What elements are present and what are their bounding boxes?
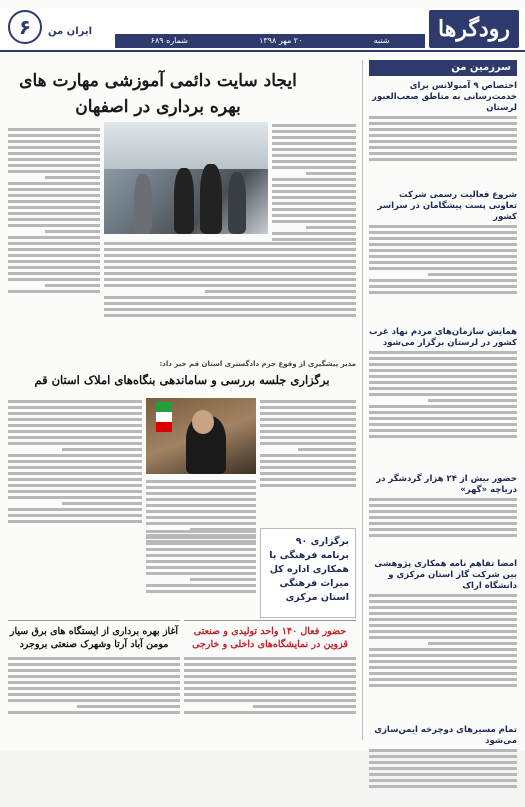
text-line <box>8 687 180 690</box>
text-line <box>190 578 256 581</box>
text-line <box>272 160 356 163</box>
text-line <box>272 136 356 139</box>
text-line <box>272 220 356 223</box>
text-line <box>369 357 517 360</box>
text-line <box>369 255 517 258</box>
text-line <box>8 140 100 143</box>
text-line <box>369 767 517 770</box>
text-line <box>369 387 517 390</box>
text-line <box>104 308 356 311</box>
text-line <box>8 657 180 660</box>
bottom-mid-story <box>184 620 356 730</box>
text-line <box>369 423 517 426</box>
news-title-2[interactable]: شروع فعالیت رسمی شرکت تعاونی پست پیشگامان در سراسر کشور <box>377 190 517 222</box>
text-line <box>8 430 142 433</box>
news-title-5[interactable]: امضا تفاهم نامه همکاری پژوهشی بین شرکت گاز استان مرکزی و دانشگاه اراک <box>374 559 517 591</box>
text-line <box>45 176 100 179</box>
text-line <box>260 430 356 433</box>
news-body-6 <box>369 747 517 807</box>
text-line <box>104 284 356 287</box>
text-line <box>8 442 142 445</box>
text-line <box>8 699 180 702</box>
text-line <box>77 705 180 708</box>
text-line <box>369 636 517 639</box>
text-line <box>428 273 517 276</box>
text-line <box>369 116 517 119</box>
text-line <box>62 502 142 505</box>
lead-photo <box>104 122 268 234</box>
text-line <box>8 711 180 714</box>
text-line <box>369 381 517 384</box>
date-label: ۲۰ مهر ۱۳۹۸ <box>259 36 303 45</box>
text-line <box>369 660 517 663</box>
text-line <box>369 630 517 633</box>
text-line <box>369 128 517 131</box>
text-line <box>306 172 356 175</box>
text-line <box>8 272 100 275</box>
text-line <box>369 594 517 597</box>
text-line <box>369 749 517 752</box>
text-line <box>8 418 142 421</box>
text-line <box>369 498 517 501</box>
text-line <box>260 400 356 403</box>
text-line <box>8 412 142 415</box>
text-line <box>369 435 517 438</box>
text-line <box>146 548 256 551</box>
text-line <box>369 528 517 531</box>
text-line <box>369 261 517 264</box>
text-line <box>306 226 356 229</box>
text-line <box>146 492 256 495</box>
text-line <box>369 375 517 378</box>
section-label: ایران من <box>48 26 93 37</box>
text-line <box>8 669 180 672</box>
text-line <box>8 472 142 475</box>
text-line <box>146 486 256 489</box>
text-line <box>369 267 517 270</box>
text-line <box>8 496 142 499</box>
text-line <box>369 600 517 603</box>
text-line <box>369 648 517 651</box>
text-line <box>369 666 517 669</box>
bottom-mid-body <box>184 655 356 735</box>
text-line <box>369 761 517 764</box>
text-line <box>8 466 142 469</box>
text-line <box>146 584 256 587</box>
text-line <box>8 693 180 696</box>
text-line <box>146 572 256 575</box>
text-line <box>8 212 100 215</box>
second-headline[interactable]: برگزاری جلسه بررسی و ساماندهی بنگاه‌های املاک استان قم <box>34 373 330 387</box>
text-line <box>369 417 517 420</box>
text-line <box>369 779 517 782</box>
text-line <box>8 454 142 457</box>
second-photo <box>146 398 256 474</box>
text-line <box>369 612 517 615</box>
text-line <box>8 218 100 221</box>
text-line <box>369 654 517 657</box>
newspaper-logo[interactable]: رودگرها <box>429 10 519 48</box>
person-figure <box>134 174 152 234</box>
text-line <box>369 122 517 125</box>
text-line <box>369 684 517 687</box>
text-line <box>8 170 100 173</box>
text-line <box>272 214 356 217</box>
text-line <box>272 232 356 235</box>
text-line <box>62 448 142 451</box>
text-line <box>369 146 517 149</box>
text-line <box>146 554 256 557</box>
text-line <box>369 285 517 288</box>
text-line <box>369 225 517 228</box>
text-line <box>272 166 356 169</box>
text-line <box>369 429 517 432</box>
text-line <box>369 279 517 282</box>
text-line <box>184 669 356 672</box>
text-line <box>369 755 517 758</box>
text-line <box>8 260 100 263</box>
text-line <box>184 657 356 660</box>
date-bar <box>115 34 425 48</box>
text-line <box>260 460 356 463</box>
lead-body-lower <box>104 240 356 350</box>
news-body-1 <box>369 114 517 182</box>
text-line <box>184 699 356 702</box>
text-line <box>369 249 517 252</box>
person-figure <box>228 172 246 234</box>
bottom-mid-headline[interactable]: حضور فعال ۱۴۰ واحد تولیدی و صنعتی قزوین در نمایشگاه‌های داخلی و خارجی <box>192 626 348 650</box>
text-line <box>8 266 100 269</box>
text-line <box>8 152 100 155</box>
text-line <box>8 424 142 427</box>
lead-body-left <box>8 126 100 356</box>
text-line <box>272 190 356 193</box>
text-line <box>369 405 517 408</box>
text-line <box>8 128 100 131</box>
text-line <box>104 272 356 275</box>
text-line <box>8 436 142 439</box>
text-line <box>260 484 356 487</box>
text-line <box>369 134 517 137</box>
text-line <box>260 418 356 421</box>
second-body-left <box>8 398 142 568</box>
text-line <box>45 284 100 287</box>
text-line <box>146 560 256 563</box>
text-line <box>272 202 356 205</box>
flag-shape <box>156 402 172 432</box>
bottom-left-headline[interactable]: آغاز بهره برداری از ایستگاه های برق سیار مومن آباد آرتا وشهرک صنعتی بروجرد <box>9 626 179 650</box>
text-line <box>146 522 256 525</box>
second-kicker: مدیر پیشگیری از وقوع جرم دادگستری استان قم خبر داد: <box>159 360 356 368</box>
text-line <box>8 478 142 481</box>
text-line <box>369 773 517 776</box>
news-title-6[interactable]: تمام مسیرهای دوچرخه ایمن‌سازی می‌شود <box>374 725 517 746</box>
text-line <box>146 504 256 507</box>
news-body-5 <box>369 592 517 720</box>
text-line <box>104 302 356 305</box>
text-line <box>369 510 517 513</box>
text-line <box>272 196 356 199</box>
text-line <box>369 411 517 414</box>
text-line <box>8 164 100 167</box>
text-line <box>369 237 517 240</box>
face-shape <box>192 410 214 434</box>
text-line <box>369 606 517 609</box>
text-line <box>272 178 356 181</box>
text-line <box>253 705 356 708</box>
text-line <box>104 296 356 299</box>
text-line <box>8 508 142 511</box>
text-line <box>146 566 256 569</box>
text-line <box>8 490 142 493</box>
text-line <box>104 278 356 281</box>
news-body-4 <box>369 496 517 554</box>
person-figure <box>174 168 194 234</box>
text-line <box>8 400 142 403</box>
text-line <box>369 516 517 519</box>
text-line <box>146 536 256 539</box>
text-line <box>146 516 256 519</box>
text-line <box>272 154 356 157</box>
text-line <box>104 314 356 317</box>
text-line <box>8 290 100 293</box>
bottom-left-body <box>8 655 180 735</box>
text-line <box>146 590 256 593</box>
text-line <box>8 242 100 245</box>
text-line <box>146 480 256 483</box>
text-line <box>8 188 100 191</box>
text-line <box>260 472 356 475</box>
text-line <box>260 406 356 409</box>
text-line <box>8 146 100 149</box>
text-line <box>8 484 142 487</box>
text-line <box>369 351 517 354</box>
text-line <box>184 675 356 678</box>
text-line <box>272 208 356 211</box>
second-body-right <box>260 398 356 524</box>
text-line <box>8 206 100 209</box>
lead-headline[interactable]: ایجاد سایت دائمی آموزشی مهارت های بهره برداری در اصفهان <box>19 71 297 117</box>
text-line <box>272 148 356 151</box>
text-line <box>260 478 356 481</box>
text-line <box>104 260 356 263</box>
text-line <box>8 278 100 281</box>
masthead <box>0 8 525 52</box>
text-line <box>8 254 100 257</box>
text-line <box>146 510 256 513</box>
text-line <box>8 681 180 684</box>
text-line <box>184 711 356 714</box>
bottom-left-story <box>8 620 180 730</box>
text-line <box>184 693 356 696</box>
text-line <box>428 642 517 645</box>
text-line <box>8 406 142 409</box>
text-line <box>8 248 100 251</box>
text-line <box>298 448 356 451</box>
text-line <box>104 248 356 251</box>
text-line <box>104 254 356 257</box>
text-line <box>8 224 100 227</box>
text-line <box>369 618 517 621</box>
text-line <box>272 142 356 145</box>
text-line <box>45 230 100 233</box>
text-line <box>369 158 517 161</box>
text-line <box>369 678 517 681</box>
text-line <box>369 363 517 366</box>
text-line <box>205 290 356 293</box>
text-line <box>104 266 356 269</box>
news-title-3[interactable]: همایش سازمان‌های مردم نهاد غرب کشور در لرستان برگزار می‌شود <box>369 327 517 348</box>
text-line <box>8 158 100 161</box>
day-label: شنبه <box>373 36 390 45</box>
text-line <box>8 182 100 185</box>
text-line <box>260 454 356 457</box>
text-line <box>8 663 180 666</box>
text-line <box>272 130 356 133</box>
text-line <box>272 184 356 187</box>
text-line <box>369 534 517 537</box>
boxed-body <box>146 528 256 618</box>
text-line <box>8 514 142 517</box>
text-line <box>8 200 100 203</box>
text-line <box>369 140 517 143</box>
tent-shape <box>104 122 268 169</box>
news-title-4[interactable]: حضور بیش از ۲۴ هزار گردشگر در دریاچه «گهر» <box>376 474 517 495</box>
issue-label: شماره ۶۸۹ <box>150 36 188 45</box>
text-line <box>369 785 517 788</box>
text-line <box>260 442 356 445</box>
text-line <box>260 424 356 427</box>
text-line <box>8 520 142 523</box>
text-line <box>369 231 517 234</box>
text-line <box>146 542 256 545</box>
text-line <box>369 291 517 294</box>
right-column <box>362 60 517 746</box>
boxed-headline[interactable]: برگزاری ۹۰ برنامه فرهنگی با همکاری اداره کل میراث فرهنگی استان مرکزی <box>269 536 349 603</box>
text-line <box>8 134 100 137</box>
text-line <box>369 369 517 372</box>
boxed-story <box>260 528 356 618</box>
text-line <box>272 124 356 127</box>
text-line <box>146 498 256 501</box>
right-column-header: سرزمین من <box>369 60 517 76</box>
text-line <box>369 152 517 155</box>
text-line <box>369 243 517 246</box>
text-line <box>146 530 256 533</box>
text-line <box>184 681 356 684</box>
text-line <box>184 687 356 690</box>
main-area <box>8 60 356 740</box>
text-line <box>8 194 100 197</box>
page-number: ۶ <box>8 10 42 44</box>
news-body-3 <box>369 349 517 469</box>
text-line <box>260 412 356 415</box>
text-line <box>369 624 517 627</box>
person-figure <box>200 164 222 234</box>
text-line <box>8 236 100 239</box>
text-line <box>369 672 517 675</box>
news-title-1[interactable]: اختصاص ۹ آمبولانس برای خدمت‌رسانی به مناطق صعب‌العبور لرستان <box>372 81 517 113</box>
text-line <box>104 242 356 245</box>
text-line <box>260 436 356 439</box>
text-line <box>8 675 180 678</box>
text-line <box>8 460 142 463</box>
text-line <box>428 399 517 402</box>
header-divider <box>0 50 525 52</box>
news-body-2 <box>369 223 517 319</box>
text-line <box>369 522 517 525</box>
text-line <box>369 504 517 507</box>
text-line <box>260 466 356 469</box>
text-line <box>184 663 356 666</box>
text-line <box>369 393 517 396</box>
